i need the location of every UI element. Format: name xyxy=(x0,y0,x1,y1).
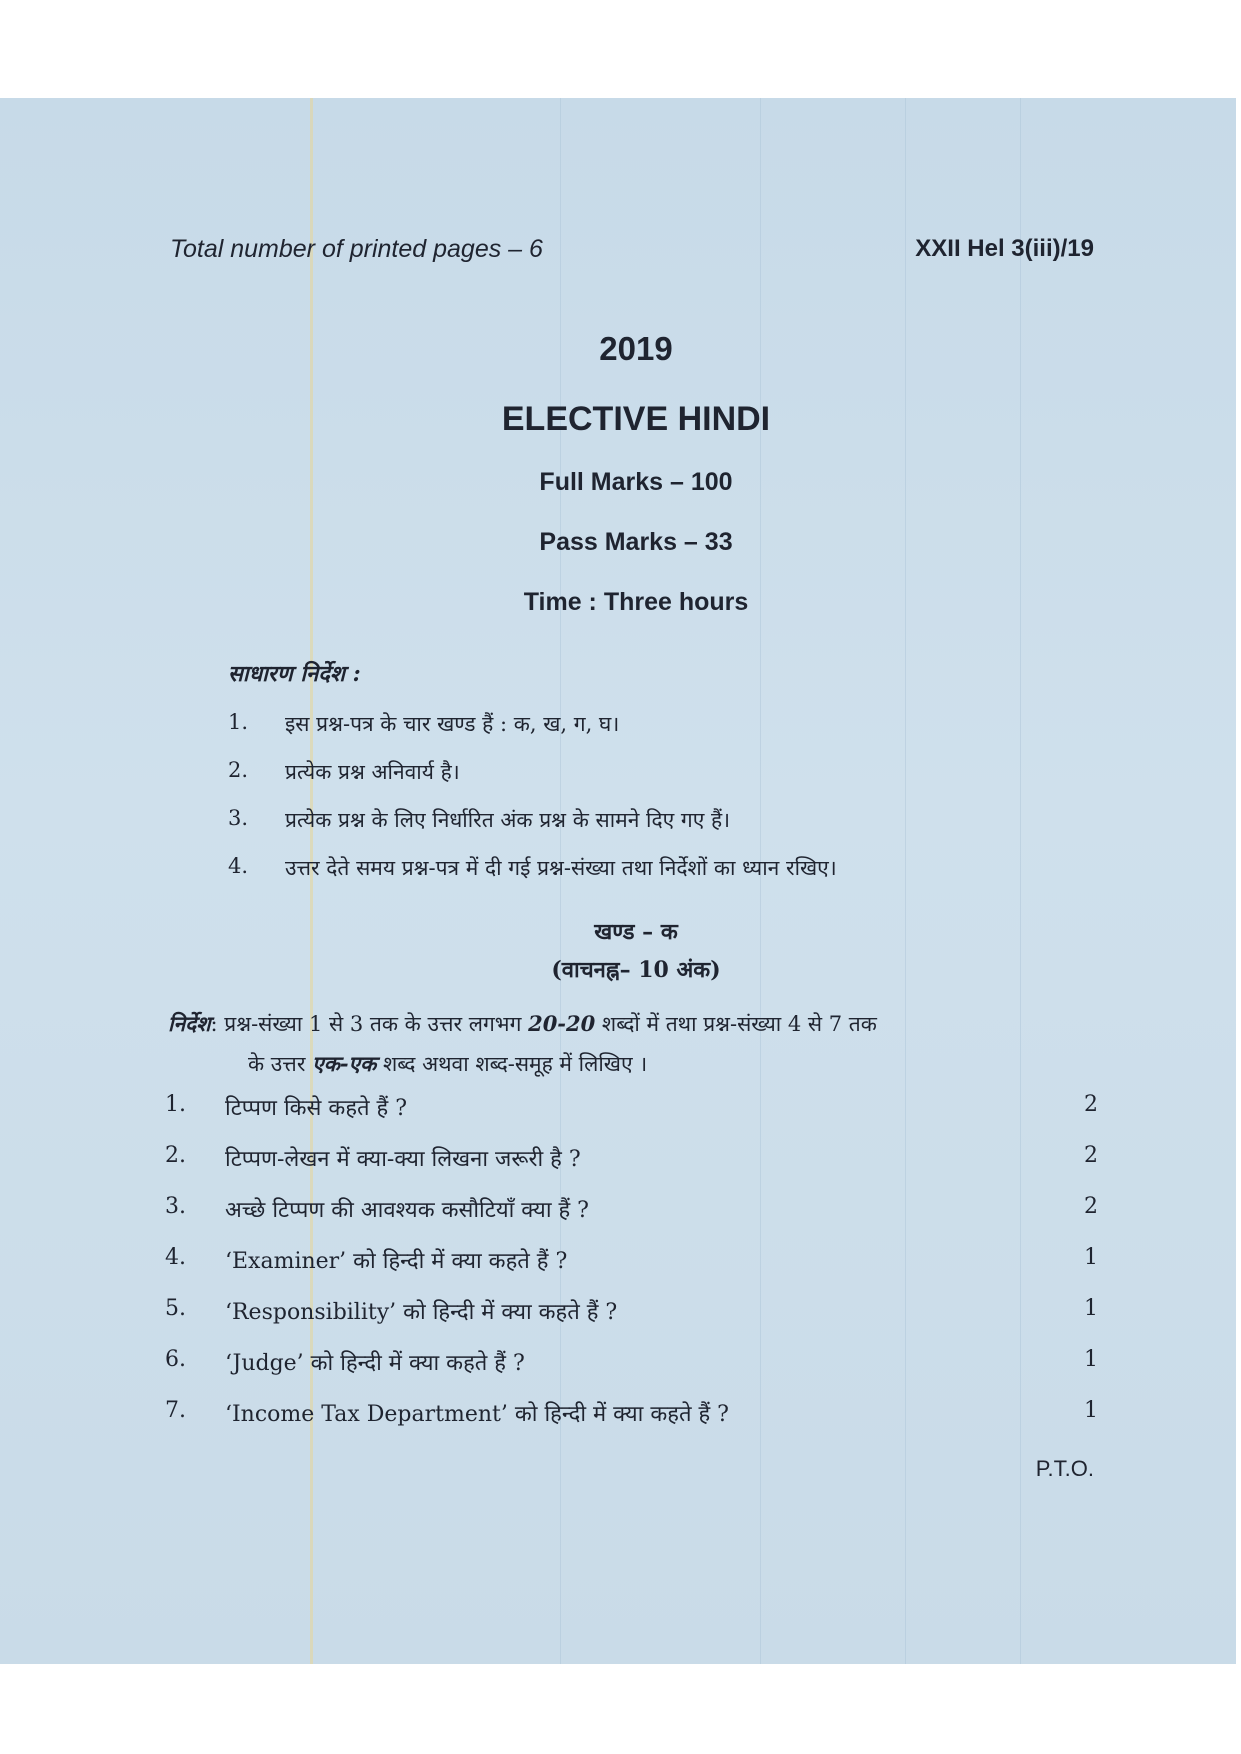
instruction-number: 4. xyxy=(228,854,249,878)
paper-code: XXII Hel 3(iii)/19 xyxy=(915,235,1094,262)
instruction-text: प्रत्येक प्रश्न के लिए निर्धारित अंक प्रश्न के सामने दिए गए हैं। xyxy=(285,808,731,832)
question-number: 6. xyxy=(165,1347,186,1372)
instruction-text: उत्तर देते समय प्रश्न-पत्र में दी गई प्रश्न-संख्या तथा निर्देशों का ध्यान रखिए। xyxy=(285,856,837,880)
question-row xyxy=(165,1194,1098,1234)
question-row xyxy=(165,1245,1098,1285)
question-number: 5. xyxy=(165,1296,186,1321)
exam-paper xyxy=(0,98,1236,1664)
question-marks: 2 xyxy=(1084,1143,1098,1168)
question-number: 7. xyxy=(165,1398,186,1423)
printed-pages-note: Total number of printed pages – 6 xyxy=(170,235,543,263)
question-row xyxy=(165,1347,1098,1387)
question-row xyxy=(165,1296,1098,1336)
section-marks: (वाचनह्न– 10 अंक) xyxy=(551,957,721,983)
question-row xyxy=(165,1143,1098,1183)
pass-marks: Pass Marks – 33 xyxy=(539,528,733,556)
question-row xyxy=(165,1092,1098,1132)
instruction-number: 2. xyxy=(228,758,249,782)
question-number: 1. xyxy=(165,1092,186,1117)
question-text: ‘Examiner’ को हिन्दी में क्या कहते हैं ? xyxy=(225,1249,568,1274)
question-text: टिप्पण किसे कहते हैं ? xyxy=(225,1096,407,1121)
question-marks: 1 xyxy=(1084,1245,1098,1270)
direction-emphasis: 20-20 xyxy=(528,1011,596,1036)
exam-time: Time : Three hours xyxy=(523,588,749,616)
question-text: अच्छे टिप्पण की आवश्यक कसौटियाँ क्या हैं ? xyxy=(225,1198,589,1223)
direction-line-2 xyxy=(168,1044,1098,1084)
section-title: खण्ड – क xyxy=(594,919,678,945)
direction-text: के उत्तर xyxy=(248,1052,313,1076)
please-turn-over: P.T.O. xyxy=(1035,1456,1094,1481)
instruction-text: इस प्रश्न-पत्र के चार खण्ड हैं : क, ख, ग, घ। xyxy=(285,712,620,736)
direction-label: निर्देश xyxy=(168,1011,211,1036)
direction-text: शब्दों में तथा प्रश्न-संख्या 4 से 7 तक xyxy=(595,1012,877,1036)
question-marks: 1 xyxy=(1084,1296,1098,1321)
question-row xyxy=(165,1398,1098,1438)
question-text: टिप्पण-लेखन में क्या-क्या लिखना जरूरी है ? xyxy=(225,1147,581,1172)
question-marks: 1 xyxy=(1084,1347,1098,1372)
direction-text: : प्रश्न-संख्या 1 से 3 तक के उत्तर लगभग xyxy=(210,1012,529,1036)
exam-subject: ELECTIVE HINDI xyxy=(501,400,771,438)
question-marks: 2 xyxy=(1084,1092,1098,1117)
exam-year: 2019 xyxy=(599,330,673,367)
direction-emphasis: एक-एक xyxy=(312,1051,377,1076)
question-number: 2. xyxy=(165,1143,186,1168)
question-text: ‘Responsibility’ को हिन्दी में क्या कहते हैं ? xyxy=(225,1300,618,1325)
question-number: 3. xyxy=(165,1194,186,1219)
general-instructions-heading: साधारण निर्देश : xyxy=(228,661,361,687)
direction-text: शब्द अथवा शब्द-समूह में लिखिए । xyxy=(376,1052,648,1076)
instruction-text: प्रत्येक प्रश्न अनिवार्य है। xyxy=(285,760,460,784)
question-text: ‘Judge’ को हिन्दी में क्या कहते हैं ? xyxy=(225,1351,525,1376)
question-marks: 2 xyxy=(1084,1194,1098,1219)
question-marks: 1 xyxy=(1084,1398,1098,1423)
full-marks: Full Marks – 100 xyxy=(539,468,733,496)
question-number: 4. xyxy=(165,1245,186,1270)
section-direction xyxy=(168,1004,1098,1084)
instruction-number: 1. xyxy=(228,710,249,734)
question-text: ‘Income Tax Department’ को हिन्दी में क्या कहते हैं ? xyxy=(225,1402,729,1427)
instruction-number: 3. xyxy=(228,806,249,830)
